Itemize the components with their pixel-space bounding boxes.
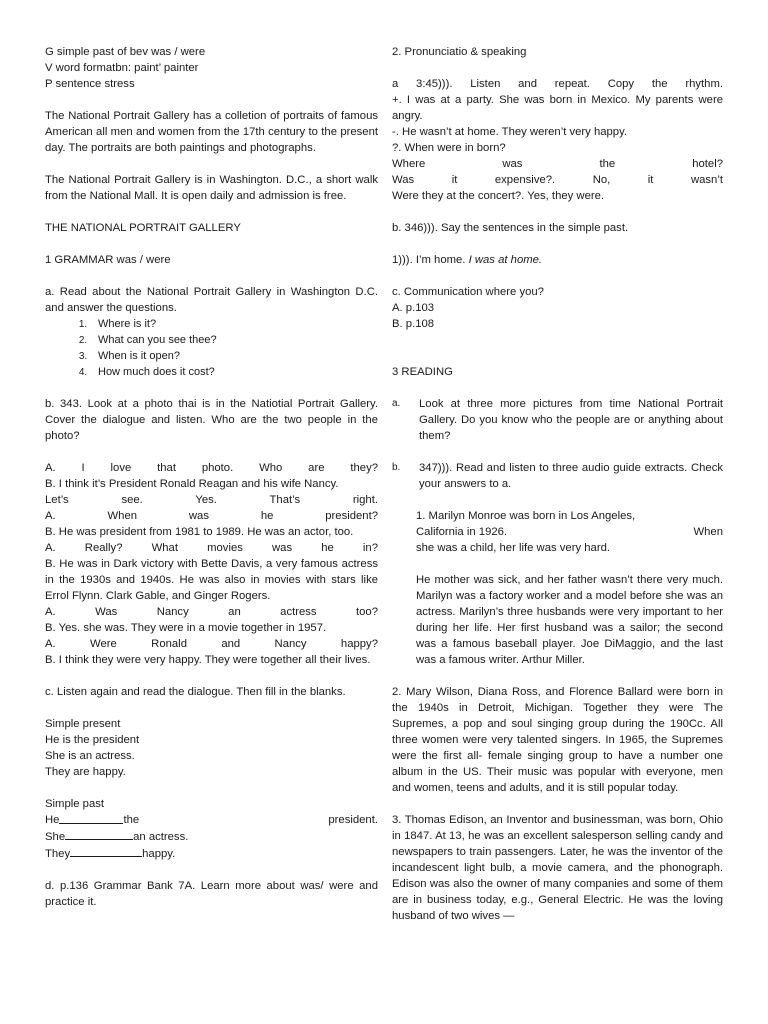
reading-heading: 3 READING	[392, 366, 453, 378]
fill-in-blank[interactable]	[70, 845, 142, 857]
pronunciation-line: Were they at the concert?. Yes, they were.	[392, 190, 605, 202]
pronunciation-task-a: a 3:45))). Listen and repeat. Copy the rhythm.	[392, 78, 723, 90]
past-subject: She	[45, 831, 66, 843]
extract-text: He mother was sick, and her father wasn’t there very much. Marilyn was a factory worker and a model before she was an actress. Marilyn’s three husbands were very important to her during her life. Her first husband was a sailor; the second was a famous baseball player. Joe DiMaggio, and the last was a famous writer. Arthur Miller.	[416, 574, 723, 666]
dialogue-line: Let’s see. Yes. That’s right.	[45, 494, 378, 506]
header-line-grammar: G simple past of bev was / were	[45, 46, 206, 58]
pronunciation-task-b: b. 346))). Say the sentences in the simple past.	[392, 222, 629, 234]
extract-edison: 3. Thomas Edison, an Inventor and businessman, was born, Ohio in 1847. At 13, he was an excellent salesperson selling candy and newspapers to train passengers. Later, he was the inventor of the incandescent light bulb, a movie camera, and the phonograph. Edison was also the owner of many companies and some of them are in business today, e.g., General Electric. He was the loving husband of two wives —	[392, 814, 723, 922]
pronunciation-line: -. He wasn’t at home. They weren’t very happy.	[392, 126, 628, 138]
dialogue	[45, 460, 378, 668]
dialogue-line: A. Really? What movies was he in?	[45, 542, 378, 554]
right-column	[392, 44, 723, 924]
past-subject: He	[45, 814, 60, 826]
question-item: 2. What can you see thee?	[90, 332, 378, 348]
past-text: happy.	[142, 848, 176, 860]
simple-past-heading: Simple past	[45, 798, 105, 810]
extract-supremes: 2. Mary Wilson, Diana Ross, and Florence Ballard were born in the 1940s in Detroit, Michigan. Together they were The Supremes, a pop and soul singing group during the 190Cc. All three women were very talented singers. In 1965, the Supremes were the first all- female singing group to have a number one album in the US. Their music was popular with everyone, men and women, teens and adults, and it is still popular today.	[392, 686, 723, 794]
task-letter: a.	[392, 398, 401, 409]
extract-text: 1. Marilyn Monroe was born in Los Angeles, California in 1926.	[416, 510, 636, 538]
reading-task-a	[392, 396, 723, 444]
task-text: 347))). Read and listen to three audio guide extracts. Check your answers to a.	[419, 462, 723, 490]
simple-past-line	[45, 812, 378, 828]
question-item: 3. When is it open?	[90, 348, 378, 364]
intro-paragraph-2: The National Portrait Gallery is in Washington. D.C., a short walk from the National Mall. It is open daily and admission is free.	[45, 174, 378, 202]
task-b-instruction: b. 343. Look at a photo thai is in the Natiotial Portrait Gallery. Cover the dialogue and listen. Who are the two people in the photo?	[45, 398, 378, 442]
extract-text: she was a child, her life was very hard.	[416, 542, 611, 554]
header-line-pronunciation: P sentence stress	[45, 78, 135, 90]
task-letter: b.	[392, 462, 401, 473]
question-item: 4. How much does it cost?	[90, 364, 378, 380]
simple-present-line: He is the president	[45, 734, 140, 746]
past-subject: They	[45, 848, 71, 860]
task-d-instruction: d. p.136 Grammar Bank 7A. Learn more about was/ were and practice it.	[45, 880, 378, 908]
intro-paragraph-1: The National Portrait Gallery has a colletion of portraits of famous American all men and women from the 17th century to the present day. The portraits are both paintings and photographs.	[45, 110, 378, 154]
dialogue-line: A. When was he president?	[45, 510, 378, 522]
dialogue-line: B. I think it’s President Ronald Reagan and his wife Nancy.	[45, 478, 339, 490]
past-text: president.	[328, 814, 378, 826]
pronunciation-line: +. I was at a party. She was born in Mexico. My parents were angry.	[392, 94, 723, 122]
pronunciation-line: Where was the hotel?	[392, 158, 723, 170]
communication-page-b: B. p.108	[392, 318, 435, 330]
pronunciation-line: ?. When were in born?	[392, 142, 506, 154]
fill-in-blank[interactable]	[59, 812, 123, 824]
example-answer: I was at home.	[468, 254, 543, 266]
past-text: an actress.	[133, 831, 189, 843]
pronunciation-example	[392, 252, 723, 268]
extract-monroe	[392, 508, 723, 668]
pronunciation-heading: 2. Pronunciatio & speaking	[392, 46, 527, 58]
past-text: the	[123, 814, 140, 826]
dialogue-line: B. He was president from 1981 to 1989. He was an actor, too.	[45, 526, 354, 538]
fill-in-blank[interactable]	[65, 828, 133, 840]
dialogue-line: A. I love that photo. Who are they?	[45, 462, 378, 474]
example-prompt: 1))). I’m home.	[392, 254, 466, 266]
left-column	[45, 44, 378, 910]
simple-present-line: They are happy.	[45, 766, 126, 778]
simple-present-line: She is an actress.	[45, 750, 135, 762]
simple-past-line	[45, 828, 378, 845]
section-title: THE NATIONAL PORTRAIT GALLERY	[45, 222, 241, 234]
dialogue-line: A. Were Ronald and Nancy happy?	[45, 638, 378, 650]
simple-present-heading: Simple present	[45, 718, 121, 730]
header-line-vocabulary: V word formatbn: paint’ painter	[45, 62, 199, 74]
question-item: 1. Where is it?	[90, 316, 378, 332]
extract-line	[416, 508, 723, 540]
pronunciation-line: Was it expensive?. No, it wasn’t	[392, 174, 723, 186]
task-text: Look at three more pictures from time National Portrait Gallery. Do you know who the people are or anything about them?	[419, 398, 723, 442]
extract-text: When	[693, 526, 723, 538]
dialogue-line: B. He was in Dark victory with Bette Davis, a very famous actress in the 1930s and 1940s. He was also in movies with stars like Errol Flynn. Clark Gable, and Ginger Rogers.	[45, 558, 378, 602]
communication-heading: c. Communication where you?	[392, 286, 544, 298]
reading-task-b	[392, 460, 723, 492]
question-list	[45, 316, 378, 380]
task-a-instruction: a. Read about the National Portrait Gallery in Washington D.C. and answer the questions.	[45, 286, 378, 314]
communication-page-a: A. p.103	[392, 302, 435, 314]
simple-past-line	[45, 845, 378, 862]
dialogue-line: B. I think they were very happy. They were together all their lives.	[45, 654, 371, 666]
grammar-heading: 1 GRAMMAR was / were	[45, 254, 171, 266]
dialogue-line: B. Yes. she was. They were in a movie together in 1957.	[45, 622, 327, 634]
dialogue-line: A. Was Nancy an actress too?	[45, 606, 378, 618]
task-c-instruction: c. Listen again and read the dialogue. Then fill in the blanks.	[45, 686, 346, 698]
